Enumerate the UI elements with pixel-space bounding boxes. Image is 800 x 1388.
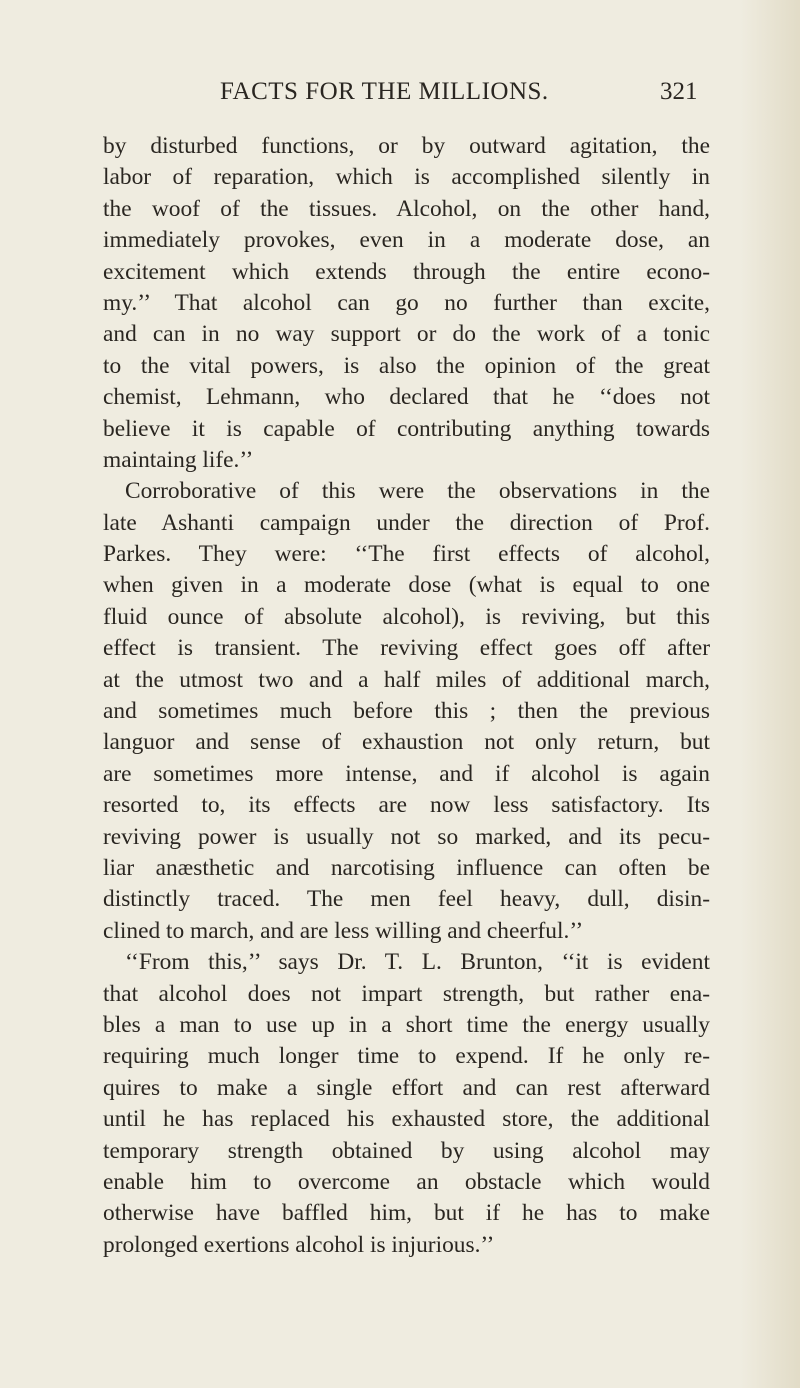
text-line: quires to make a single effort and can rest afterward [103, 1074, 710, 1101]
text-line: effect is transient. The reviving effect goes off after [103, 635, 710, 662]
text-line: by disturbed functions, or by outward agitation, the [103, 133, 710, 159]
text-line: temporary strength obtained by using alcohol may [103, 1137, 710, 1164]
text-line: my.’’ That alcohol can go no further than excite, [103, 289, 710, 316]
text-line: at the utmost two and a half miles of additional march, [103, 666, 710, 693]
text-line: fluid ounce of absolute alcohol), is reviving, but this [103, 603, 710, 630]
text-line: and can in no way support or do the work of a tonic [103, 321, 710, 348]
text-line: late Ashanti campaign under the direction of Prof. [103, 509, 710, 536]
text-line: and sometimes much before this ; then the previous [103, 698, 710, 725]
text-line: until he has replaced his exhausted store, the additional [103, 1106, 710, 1133]
text-line: that alcohol does not impart strength, but rather ena- [103, 980, 710, 1007]
text-line: excitement which extends through the entire econo- [103, 258, 710, 285]
text-line: reviving power is usually not so marked, and its pecu- [103, 823, 710, 850]
text-line: otherwise have baffled him, but if he has to make [103, 1200, 710, 1227]
text-line: are sometimes more intense, and if alcohol is again [103, 760, 710, 787]
paragraph-end-line: clined to march, and are less willing and cheerful.’’ [103, 917, 584, 944]
body-text [103, 131, 710, 1261]
text-line: when given in a moderate dose (what is equal to one [103, 572, 710, 599]
text-line: distinctly traced. The men feel heavy, dull, disin- [103, 886, 710, 913]
running-head [0, 78, 800, 118]
text-line: the woof of the tissues. Alcohol, on the other hand, [103, 195, 710, 222]
paragraph-start-line: Corroborative of this were the observations in the [125, 478, 710, 505]
text-line: liar anæsthetic and narcotising influence can often be [103, 854, 710, 881]
paragraph-end-line: maintaing life.’’ [103, 446, 254, 473]
paragraph-start-line: ‘‘From this,’’ says Dr. T. L. Brunton, ‘‘it is evident [125, 949, 710, 976]
text-line: resorted to, its effects are now less satisfactory. Its [103, 792, 710, 819]
page-number: 321 [660, 78, 698, 105]
paragraph-end-line: prolonged exertions alcohol is injurious.’’ [103, 1231, 495, 1258]
text-line: labor of reparation, which is accomplished silently in [103, 164, 710, 191]
text-line: enable him to overcome an obstacle which would [103, 1168, 710, 1195]
text-line: immediately provokes, even in a moderate dose, an [103, 227, 710, 254]
text-line: to the vital powers, is also the opinion of the great [103, 352, 710, 379]
text-line: languor and sense of exhaustion not only return, but [103, 729, 710, 756]
text-line: Parkes. They were: ‘‘The first effects of alcohol, [103, 541, 710, 568]
text-line: chemist, Lehmann, who declared that he ‘‘does not [103, 384, 710, 411]
text-line: believe it is capable of contributing anything towards [103, 415, 710, 442]
text-line: bles a man to use up in a short time the energy usually [103, 1011, 710, 1038]
text-line: requiring much longer time to expend. If he only re- [103, 1043, 710, 1070]
page-edge-shading [740, 0, 800, 1388]
running-title: FACTS FOR THE MILLIONS. [220, 78, 549, 105]
